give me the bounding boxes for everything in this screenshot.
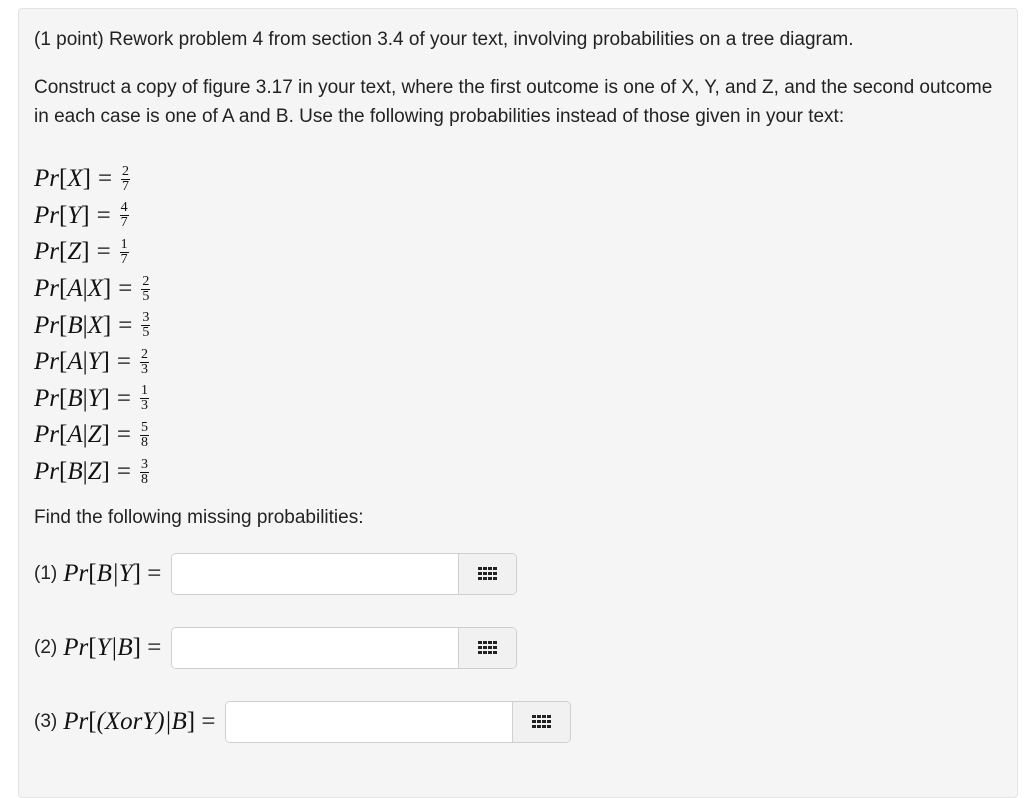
question-number: (1) bbox=[34, 563, 58, 584]
event-label: A bbox=[67, 275, 83, 303]
probability-list bbox=[34, 161, 150, 490]
equation-editor-button[interactable] bbox=[458, 628, 516, 668]
keyboard-icon bbox=[532, 715, 552, 729]
answer-input-3[interactable] bbox=[226, 702, 512, 742]
fraction bbox=[141, 311, 150, 340]
fraction bbox=[140, 421, 149, 450]
numerator: 1 bbox=[140, 383, 148, 399]
fraction bbox=[120, 238, 129, 267]
answer-input-1[interactable] bbox=[172, 554, 458, 594]
problem-panel bbox=[18, 8, 1018, 798]
question-3 bbox=[34, 701, 571, 743]
probability-equation: Pr [ Z ] = $\frac{1}{7}$ bbox=[34, 236, 128, 267]
equation-editor-button[interactable] bbox=[458, 554, 516, 594]
question-expression: Pr[(XorY)|B] = bbox=[63, 708, 216, 735]
event-label: B bbox=[67, 458, 83, 486]
fraction bbox=[140, 348, 149, 377]
numerator: 5 bbox=[140, 419, 148, 435]
probability-equation: Pr [ Y ] = $\frac{4}{7}$ bbox=[34, 200, 128, 231]
given-label: X bbox=[87, 311, 103, 339]
answer-input-2[interactable] bbox=[172, 628, 458, 668]
denominator: 7 bbox=[120, 215, 128, 231]
event-label: Z bbox=[67, 238, 82, 266]
event-label: B bbox=[67, 384, 83, 412]
fraction bbox=[120, 201, 129, 230]
question-1 bbox=[34, 553, 517, 595]
denominator: 3 bbox=[140, 361, 148, 377]
question-number: (3) bbox=[34, 711, 58, 732]
problem-intro: (1 point) Rework problem 4 from section 3.4 of your text, involving probabilities on a tree diagram. bbox=[34, 29, 854, 50]
equation-editor-button[interactable] bbox=[512, 702, 570, 742]
numerator: 2 bbox=[122, 163, 130, 179]
denominator: 7 bbox=[122, 178, 130, 194]
probability-equation: Pr [ B | X ] = $\frac{3}{5}$ bbox=[34, 310, 150, 341]
answer-box bbox=[171, 553, 517, 595]
probability-equation: Pr [ B | Y ] = $\frac{1}{3}$ bbox=[34, 383, 148, 414]
probability-equation: Pr [ X ] = $\frac{2}{7}$ bbox=[34, 163, 130, 194]
given-label: Y bbox=[87, 384, 102, 412]
keyboard-icon bbox=[478, 641, 498, 655]
given-label: Z bbox=[87, 458, 102, 486]
given-label: Z bbox=[87, 421, 102, 449]
event-label: B bbox=[67, 311, 83, 339]
question-2 bbox=[34, 627, 517, 669]
problem-construct-text: Construct a copy of figure 3.17 in your text, where the first outcome is one of X, Y, and Z, and the second outcome in each case is one of A and B. Use the following probabilities instead of those given in your text: bbox=[34, 77, 993, 127]
question-expression: Pr[Y|B] = bbox=[63, 634, 162, 661]
question-expression: Pr[B|Y] = bbox=[63, 560, 162, 587]
fraction bbox=[121, 165, 130, 194]
denominator: 5 bbox=[142, 325, 150, 341]
probability-equation: Pr [ A | Z ] = $\frac{5}{8}$ bbox=[34, 419, 148, 450]
numerator: 2 bbox=[140, 346, 148, 362]
answer-box bbox=[171, 627, 517, 669]
probability-equation: Pr [ A | X ] = $\frac{2}{5}$ bbox=[34, 273, 150, 304]
numerator: 1 bbox=[120, 236, 128, 252]
denominator: 7 bbox=[120, 251, 128, 267]
fraction bbox=[140, 384, 149, 413]
find-prompt: Find the following missing probabilities: bbox=[34, 507, 364, 528]
numerator: 4 bbox=[120, 200, 128, 216]
probability-equation: Pr [ A | Y ] = $\frac{2}{3}$ bbox=[34, 346, 148, 377]
probability-equation: Pr [ B | Z ] = $\frac{3}{8}$ bbox=[34, 456, 148, 487]
given-label: Y bbox=[87, 348, 102, 376]
answer-box bbox=[225, 701, 571, 743]
numerator: 3 bbox=[142, 310, 150, 326]
fraction bbox=[140, 458, 149, 487]
event-label: A bbox=[67, 348, 83, 376]
denominator: 8 bbox=[140, 434, 148, 450]
question-number: (2) bbox=[34, 637, 58, 658]
denominator: 3 bbox=[140, 398, 148, 414]
event-label: Y bbox=[67, 201, 82, 229]
event-label: X bbox=[67, 165, 83, 193]
event-label: A bbox=[67, 421, 83, 449]
denominator: 8 bbox=[140, 471, 148, 487]
given-label: X bbox=[87, 275, 103, 303]
numerator: 3 bbox=[140, 456, 148, 472]
denominator: 5 bbox=[142, 288, 150, 304]
fraction bbox=[141, 275, 150, 304]
keyboard-icon bbox=[478, 567, 498, 581]
numerator: 2 bbox=[142, 273, 150, 289]
